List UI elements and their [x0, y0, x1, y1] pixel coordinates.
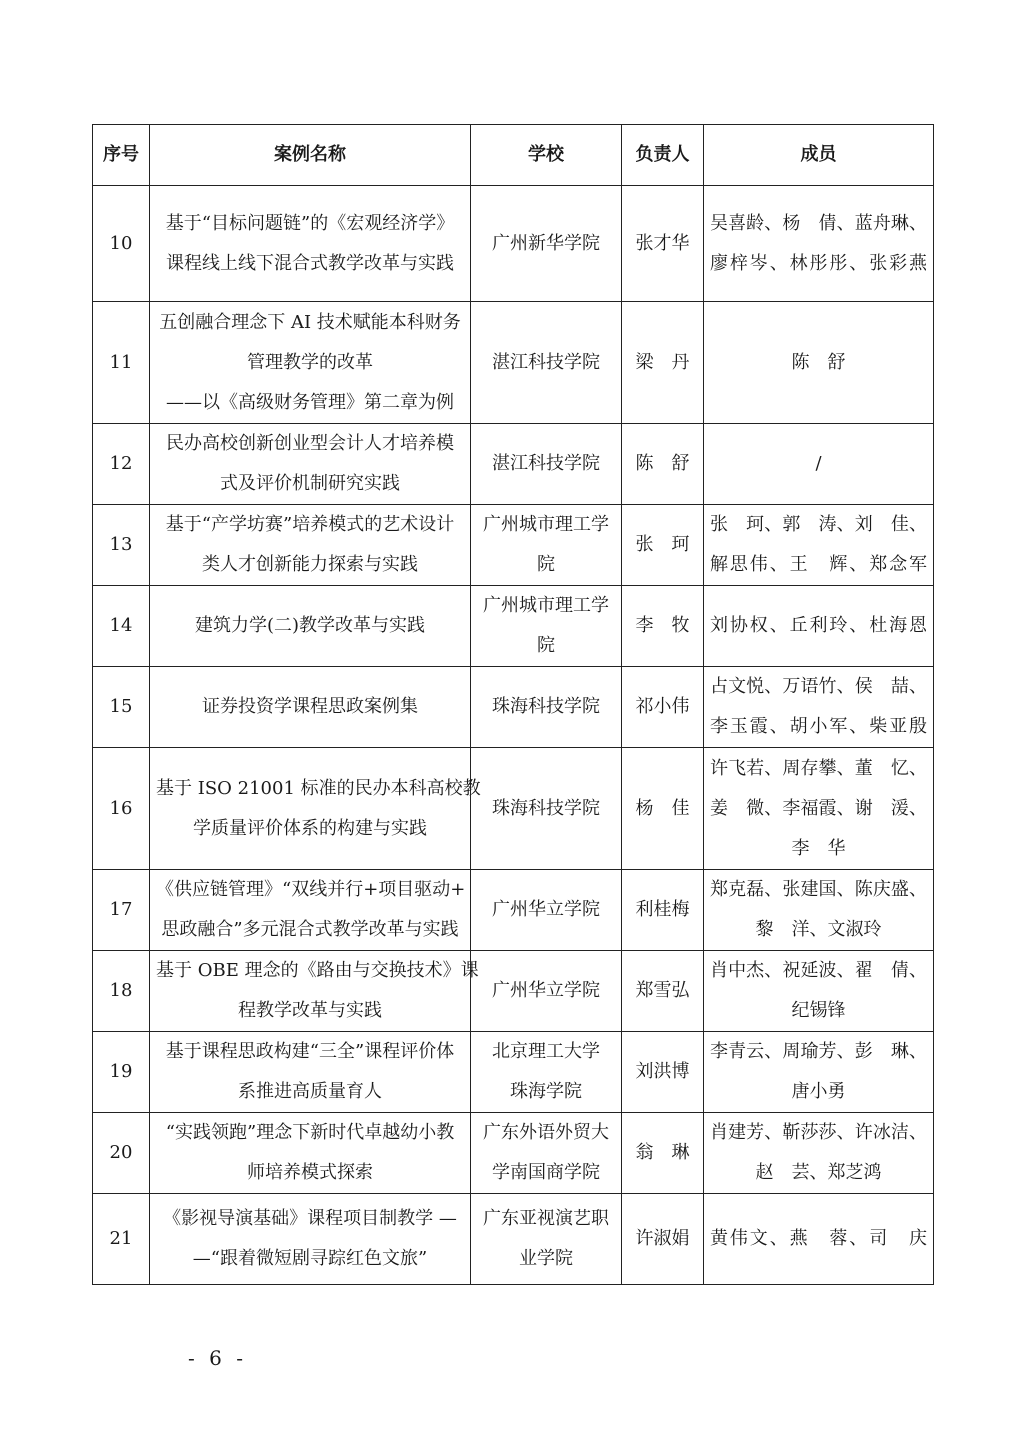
- case-name-line: 基于“目标问题链”的《宏观经济学》: [165, 212, 455, 234]
- case-name-line: 课程线上线下混合式教学改革与实践: [166, 252, 454, 274]
- members-list-line: 郑克磊、张建国、陈庆盛、: [710, 879, 927, 900]
- lead-person: 梁 丹: [622, 302, 704, 424]
- row-number: 13: [93, 505, 150, 586]
- case-name-line: 证券投资学课程思政案例集: [202, 696, 418, 717]
- case-name-line: 五创融合理念下 AI 技术赋能本科财务: [159, 311, 461, 333]
- case-name-line: 民办高校创新创业型会计人才培养模: [166, 433, 454, 454]
- members-list-line: 李 华: [791, 837, 846, 859]
- header-case-name: 案例名称: [150, 125, 471, 186]
- table-row: [93, 424, 934, 505]
- members-list-line: 黄伟文、燕 蓉、司 庆: [710, 1228, 927, 1249]
- lead-person: 利桂梅: [622, 870, 704, 951]
- row-number: 14: [93, 586, 150, 667]
- school-name: [471, 186, 622, 302]
- school-name: [471, 1113, 622, 1194]
- members-list-line: 肖建芳、靳莎莎、许冰洁、: [710, 1122, 927, 1143]
- case-name-line: 《影视导演基础》课程项目制教学 —: [163, 1208, 457, 1229]
- header-school: 学校: [471, 125, 622, 186]
- members-list-line: 肖中杰、祝延波、翟 倩、: [710, 960, 927, 981]
- members-list-line: 赵 芸、郑芝鸿: [755, 1162, 882, 1183]
- case-name-line: 师培养模式探索: [247, 1162, 373, 1183]
- school-name: [471, 505, 622, 586]
- members-list-line: 黎 洋、文淑玲: [755, 919, 882, 940]
- members-list: [704, 1032, 934, 1113]
- lead-person: 杨 佳: [622, 748, 704, 870]
- school-name-line: 业学院: [519, 1248, 573, 1269]
- school-name: [471, 586, 622, 667]
- case-name: [150, 748, 481, 870]
- members-list-line: 吴喜龄、杨 倩、蓝舟琳、: [710, 212, 927, 234]
- row-number: 18: [93, 951, 150, 1032]
- school-name-line: 珠海科技学院: [492, 797, 600, 819]
- members-list: [704, 424, 934, 505]
- members-list: [704, 870, 934, 951]
- members-list-line: 李青云、周瑜芳、彭 琳、: [710, 1041, 927, 1062]
- row-number: 10: [93, 186, 150, 302]
- case-name-line: 管理教学的改革: [247, 351, 373, 373]
- case-name-line: 程教学改革与实践: [238, 1000, 382, 1021]
- case-name: [150, 424, 471, 505]
- table-row: [93, 505, 934, 586]
- school-name: [471, 424, 622, 505]
- header-lead: 负责人: [622, 125, 704, 186]
- case-name-line: 思政融合”多元混合式教学改革与实践: [161, 919, 459, 940]
- school-name: [471, 302, 622, 424]
- school-name-line: 珠海科技学院: [492, 696, 600, 717]
- lead-person: 刘洪博: [622, 1032, 704, 1113]
- page-number: - 6 -: [188, 1346, 247, 1370]
- table-row: [93, 951, 934, 1032]
- members-list: [704, 186, 934, 302]
- school-name-line: 广州城市理工学: [483, 595, 609, 616]
- case-name: [150, 505, 471, 586]
- header-no: 序号: [93, 125, 150, 186]
- table-row: [93, 870, 934, 951]
- members-list: [704, 748, 934, 870]
- table-header-row: [93, 125, 934, 186]
- members-list-line: 张 珂、郭 涛、刘 佳、: [710, 514, 927, 535]
- table-row: [93, 1194, 934, 1285]
- members-list: [704, 951, 934, 1032]
- row-number: 12: [93, 424, 150, 505]
- case-name: [150, 1194, 471, 1285]
- members-list-line: 陈 舒: [791, 351, 846, 373]
- lead-person: 许淑娟: [622, 1194, 704, 1285]
- school-name-line: 珠海学院: [510, 1081, 582, 1102]
- lead-person: 陈 舒: [622, 424, 704, 505]
- members-list-line: 占文悦、万语竹、侯 喆、: [710, 676, 927, 697]
- table-body: [93, 186, 934, 1285]
- case-name-line: 基于 OBE 理念的《路由与交换技术》课: [156, 960, 479, 981]
- row-number: 11: [93, 302, 150, 424]
- case-name: [150, 870, 471, 951]
- table-row: [93, 667, 934, 748]
- case-name: [150, 951, 479, 1032]
- members-list: [704, 586, 934, 667]
- case-name-line: 基于课程思政构建“三全”课程评价体: [165, 1041, 455, 1062]
- case-name-line: ——以《高级财务管理》第二章为例: [166, 391, 454, 413]
- school-name-line: 湛江科技学院: [492, 351, 600, 373]
- lead-person: 祁小伟: [622, 667, 704, 748]
- row-number: 21: [93, 1194, 150, 1285]
- table-row: [93, 186, 934, 302]
- case-name: [150, 186, 471, 302]
- lead-person: 郑雪弘: [622, 951, 704, 1032]
- case-name-line: 系推进高质量育人: [238, 1081, 382, 1102]
- members-list: [704, 302, 934, 424]
- case-name-line: —“跟着微短剧寻踪红色文旅”: [192, 1248, 428, 1269]
- school-name-line: 院: [537, 554, 555, 575]
- school-name-line: 广州新华学院: [492, 232, 600, 254]
- case-name: [150, 667, 471, 748]
- school-name-line: 院: [537, 635, 555, 656]
- school-name-line: 北京理工大学: [492, 1041, 600, 1062]
- case-name-line: 学质量评价体系的构建与实践: [193, 817, 427, 839]
- table-row: [93, 748, 934, 870]
- table-row: [93, 586, 934, 667]
- members-list-line: 廖梓岑、林彤彤、张彩燕: [710, 252, 927, 274]
- row-number: 16: [93, 748, 150, 870]
- members-list-line: 姜 微、李福霞、谢 湲、: [710, 797, 927, 819]
- lead-person: 翁 琳: [622, 1113, 704, 1194]
- members-list: [704, 1113, 934, 1194]
- case-name: [150, 1113, 471, 1194]
- school-name-line: 广州华立学院: [492, 899, 600, 920]
- case-name: [150, 586, 471, 667]
- lead-person: 张 珂: [622, 505, 704, 586]
- row-number: 15: [93, 667, 150, 748]
- members-list-line: 解思伟、王 辉、郑念军: [710, 554, 927, 575]
- school-name-line: 广东亚视演艺职: [483, 1208, 609, 1229]
- row-number: 19: [93, 1032, 150, 1113]
- members-list-line: /: [815, 453, 822, 474]
- case-name: [150, 302, 471, 424]
- school-name-line: 广州城市理工学: [483, 514, 609, 535]
- case-table: [92, 124, 934, 1285]
- school-name-line: 广州华立学院: [492, 980, 600, 1001]
- lead-person: 张才华: [622, 186, 704, 302]
- members-list-line: 李玉霞、胡小军、柴亚殷: [710, 716, 927, 737]
- header-members: 成员: [704, 125, 934, 186]
- school-name: [471, 748, 622, 870]
- school-name: [471, 870, 622, 951]
- table-row: [93, 1032, 934, 1113]
- members-list: [704, 1194, 934, 1285]
- members-list: [704, 667, 934, 748]
- members-list-line: 纪锡锋: [791, 1000, 846, 1021]
- row-number: 20: [93, 1113, 150, 1194]
- members-list-line: 许飞若、周存攀、董 忆、: [710, 757, 927, 779]
- school-name: [471, 951, 622, 1032]
- school-name-line: 广东外语外贸大: [483, 1122, 609, 1143]
- case-name: [150, 1032, 471, 1113]
- case-name-line: “实践领跑”理念下新时代卓越幼小教: [165, 1122, 455, 1143]
- school-name: [471, 1194, 622, 1285]
- school-name-line: 学南国商学院: [492, 1162, 600, 1183]
- members-list-line: 唐小勇: [791, 1081, 846, 1102]
- table-row: [93, 1113, 934, 1194]
- case-name-line: 建筑力学(二)教学改革与实践: [194, 615, 426, 636]
- school-name-line: 湛江科技学院: [492, 453, 600, 474]
- case-name-line: 基于“产学坊赛”培养模式的艺术设计: [165, 514, 455, 535]
- case-name-line: 基于 ISO 21001 标准的民办本科高校教: [156, 777, 481, 799]
- lead-person: 李 牧: [622, 586, 704, 667]
- members-list-line: 刘协权、丘利玲、杜海恩: [710, 615, 927, 636]
- school-name: [471, 667, 622, 748]
- school-name: [471, 1032, 622, 1113]
- members-list: [704, 505, 934, 586]
- case-name-line: 类人才创新能力探索与实践: [202, 554, 418, 575]
- row-number: 17: [93, 870, 150, 951]
- case-name-line: 《供应链管理》“双线并行+项目驱动+: [156, 879, 466, 900]
- table-row: [93, 302, 934, 424]
- case-name-line: 式及评价机制研究实践: [220, 473, 400, 494]
